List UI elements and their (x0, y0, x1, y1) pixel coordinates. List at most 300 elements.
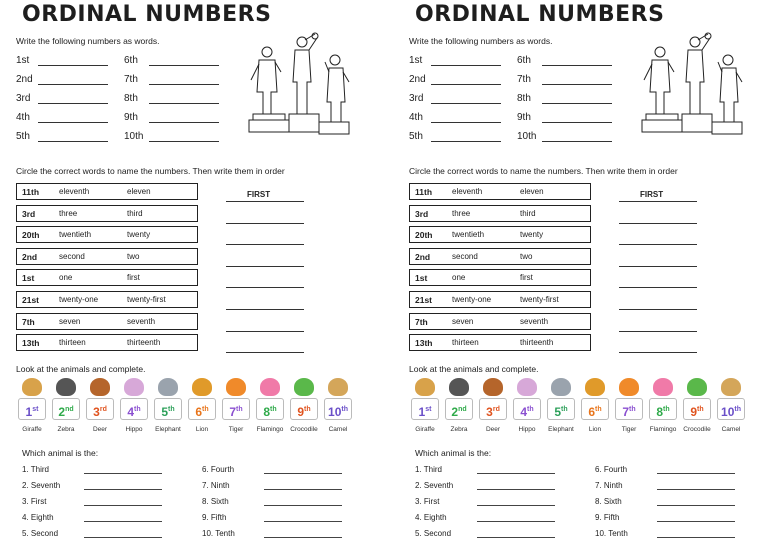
ordinal-line-left (16, 131, 30, 142)
choice-a: three (452, 208, 471, 218)
choice-a: thirteen (452, 338, 479, 348)
animal-card (288, 378, 320, 440)
ordinal-label: 4th (409, 112, 423, 123)
animal-head-icon (721, 378, 741, 396)
ordinal-label: 9th (517, 112, 531, 123)
answer-line (542, 65, 612, 66)
animal-card (254, 378, 286, 440)
answer-line (38, 84, 108, 85)
answer-line (431, 84, 501, 85)
worksheet-title-left: ORDINAL NUMBERS (22, 2, 272, 27)
ordinal-num: 7 (622, 405, 630, 419)
answer-line (264, 473, 342, 474)
animal-name: Flamingo (649, 426, 677, 433)
answer-line (477, 521, 555, 522)
answer-line (657, 505, 735, 506)
ordinal-num: 9 (690, 405, 698, 419)
animal-name: Crocodile (683, 426, 711, 433)
question-label: 8. Sixth (202, 497, 229, 506)
answer-line (477, 505, 555, 506)
ordinal-suffix: nd (65, 406, 74, 413)
question-line-right (595, 529, 628, 538)
choice-a: eleventh (59, 187, 90, 196)
order-header-right: FIRST (640, 190, 664, 199)
order-line (226, 287, 304, 288)
ordinal-label: 2nd (16, 74, 33, 85)
ordinal-suffix: th (304, 406, 311, 413)
instruction-circle-words-right: Circle the correct words to name the numbers. Then write them in order (409, 166, 678, 176)
instruction-write-words-left: Write the following numbers as words. (16, 36, 160, 46)
worksheet-right (393, 0, 768, 544)
row-number: 13th (415, 338, 433, 349)
animal-card (186, 378, 218, 440)
order-header-left: FIRST (247, 190, 271, 199)
answer-line (38, 122, 108, 123)
question-label: 8. Sixth (595, 497, 622, 506)
ordinal-box (154, 398, 182, 420)
question-line-left (22, 529, 58, 538)
animal-name: Elephant (155, 426, 181, 433)
animal-head-icon (90, 378, 110, 396)
instruction-which-animal-left: Which animal is the: (22, 448, 99, 458)
table-row (16, 183, 198, 200)
order-line (619, 309, 697, 310)
table-row (409, 183, 591, 200)
row-number: 21st (22, 295, 40, 305)
order-line (619, 201, 697, 202)
question-label: 5. Second (415, 529, 452, 538)
ordinal-suffix: th (202, 406, 209, 413)
ordinal-label: 7th (124, 74, 138, 85)
animal-card (322, 378, 354, 440)
ordinal-label: 6th (517, 55, 531, 66)
row-number: 20th (22, 230, 40, 241)
ordinal-label: 7th (517, 74, 531, 85)
question-line-left (22, 513, 54, 522)
order-line (619, 266, 697, 267)
row-number: 3rd (415, 208, 429, 219)
ordinal-num: 3 (486, 405, 493, 419)
answer-line (431, 103, 501, 104)
answer-line (149, 103, 219, 104)
choice-a: twentieth (452, 230, 485, 240)
question-line-left (202, 529, 235, 538)
ordinal-num: 1 (418, 405, 426, 419)
table-row (16, 291, 198, 308)
ordinal-box (547, 398, 575, 420)
ordinal-num: 6 (195, 405, 203, 419)
question-label: 6. Fourth (202, 465, 235, 474)
order-line (226, 352, 304, 353)
animal-name: Lion (588, 426, 602, 433)
animal-card (511, 378, 543, 440)
ordinal-num: 1 (25, 405, 33, 419)
choice-b: third (520, 208, 536, 218)
animal-card (409, 378, 441, 440)
question-line-right (415, 497, 439, 506)
choice-b: twenty-first (127, 295, 166, 304)
ordinal-line-left (16, 55, 29, 66)
ordinal-label: 10th (517, 131, 537, 142)
ordinal-box (683, 398, 711, 420)
animal-name: Giraffe (415, 426, 435, 433)
ordinal-num: 2 (58, 405, 66, 419)
ordinal-box (188, 398, 216, 420)
choice-a: twentieth (59, 230, 92, 240)
question-line-left (202, 481, 230, 490)
choice-a: twenty-one (59, 295, 99, 304)
question-label: 1. Third (22, 465, 49, 474)
ordinal-line-left (124, 112, 138, 123)
answer-line (84, 537, 162, 538)
animal-head-icon (415, 378, 435, 396)
animal-head-icon (687, 378, 707, 396)
ordinal-num: 8 (263, 405, 271, 419)
animal-head-icon (56, 378, 76, 396)
ordinal-line-right (409, 112, 423, 123)
animal-name: Camel (721, 426, 741, 433)
ordinal-label: 4th (16, 112, 30, 123)
choice-b: thirteenth (127, 338, 161, 348)
ordinal-num: 2 (451, 405, 459, 419)
question-line-right (415, 529, 451, 538)
table-row (16, 269, 198, 286)
choice-a: one (59, 273, 73, 283)
order-line (619, 331, 697, 332)
question-line-left (202, 465, 234, 474)
animal-name: Hippo (125, 426, 143, 433)
question-line-right (415, 465, 442, 474)
animal-cards-left (16, 378, 356, 440)
choice-b: eleven (520, 187, 544, 196)
question-label: 9. Fifth (202, 513, 227, 522)
ordinal-num: 5 (554, 405, 562, 419)
question-line-right (595, 497, 622, 506)
ordinal-suffix: st (32, 406, 39, 413)
table-row (16, 248, 198, 265)
animal-name: Deer (485, 426, 501, 433)
instruction-animals-right: Look at the animals and complete. (409, 364, 539, 374)
question-label: 1. Third (415, 465, 442, 474)
question-label: 2. Seventh (415, 481, 454, 490)
question-label: 6. Fourth (595, 465, 628, 474)
worksheet-title-right: ORDINAL NUMBERS (415, 2, 665, 27)
animal-head-icon (192, 378, 212, 396)
ordinal-label: 8th (517, 93, 531, 104)
row-number: 1st (22, 273, 35, 284)
question-label: 5. Second (22, 529, 59, 538)
ordinal-box (120, 398, 148, 420)
order-line (619, 244, 697, 245)
row-number: 1st (415, 273, 428, 284)
answer-line (149, 122, 219, 123)
row-number: 11th (22, 187, 40, 197)
row-number: 11th (415, 187, 433, 197)
table-row (409, 313, 591, 330)
order-line (226, 223, 304, 224)
ordinal-suffix: th (734, 406, 741, 413)
ordinal-box (717, 398, 745, 420)
animal-card (613, 378, 645, 440)
answer-line (542, 122, 612, 123)
ordinal-suffix: th (236, 406, 243, 413)
ordinal-label: 9th (124, 112, 138, 123)
animal-name: Zebra (57, 426, 75, 433)
ordinal-suffix: th (168, 406, 175, 413)
ordinal-box (411, 398, 439, 420)
ordinal-box (222, 398, 250, 420)
animal-head-icon (483, 378, 503, 396)
table-row (16, 205, 198, 222)
answer-line (657, 489, 735, 490)
animal-name: Zebra (450, 426, 468, 433)
row-number: 20th (415, 230, 433, 241)
animal-cards-right (409, 378, 749, 440)
table-row (409, 248, 591, 265)
animal-name: Flamingo (256, 426, 284, 433)
animal-name: Giraffe (22, 426, 42, 433)
ordinal-line-right (409, 55, 422, 66)
animal-card (16, 378, 48, 440)
choice-b: first (520, 273, 533, 283)
question-line-left (202, 497, 229, 506)
ordinal-num: 10 (721, 405, 735, 419)
ordinal-line-right (409, 131, 423, 142)
ordinal-num: 4 (127, 405, 135, 419)
answer-line (431, 65, 501, 66)
question-label: 2. Seventh (22, 481, 61, 490)
animal-head-icon (449, 378, 469, 396)
animal-name: Crocodile (290, 426, 318, 433)
ordinal-box (649, 398, 677, 420)
ordinal-line-left (16, 112, 30, 123)
answer-line (431, 122, 501, 123)
order-line (226, 244, 304, 245)
ordinal-line-left (124, 93, 138, 104)
choice-b: two (520, 251, 533, 261)
answer-line (149, 84, 219, 85)
animal-head-icon (585, 378, 605, 396)
table-row (409, 269, 591, 286)
answer-line (84, 489, 162, 490)
question-line-right (595, 513, 619, 522)
ordinal-box (256, 398, 284, 420)
choice-a: one (452, 273, 466, 283)
ordinal-label: 5th (409, 131, 423, 142)
question-label: 4. Eighth (22, 513, 54, 522)
ordinal-label: 3rd (16, 93, 31, 104)
question-label: 3. First (415, 497, 440, 506)
question-label: 4. Eighth (415, 513, 447, 522)
answer-line (38, 141, 108, 142)
animal-card (118, 378, 150, 440)
row-number: 3rd (22, 208, 36, 219)
choice-b: seventh (127, 316, 156, 326)
ordinal-suffix: rd (492, 406, 500, 413)
question-line-left (22, 465, 49, 474)
choice-b: third (127, 208, 143, 218)
row-number: 2nd (415, 251, 431, 262)
animal-name: Lion (195, 426, 209, 433)
ordinal-label: 2nd (409, 74, 426, 85)
table-row (409, 334, 591, 351)
choice-a: second (59, 251, 85, 261)
row-number: 21st (415, 295, 433, 305)
ordinal-line-right (517, 131, 536, 142)
animal-card (681, 378, 713, 440)
ordinal-box (324, 398, 352, 420)
order-line (226, 266, 304, 267)
ordinal-suffix: th (134, 406, 141, 413)
choice-a: seven (452, 316, 474, 326)
ordinal-box (52, 398, 80, 420)
answer-line (38, 65, 108, 66)
answer-line (84, 521, 162, 522)
question-label: 10. Tenth (595, 529, 628, 538)
instruction-write-words-right: Write the following numbers as words. (409, 36, 553, 46)
row-number: 13th (22, 338, 40, 349)
order-line (619, 287, 697, 288)
table-row (409, 226, 591, 243)
question-line-left (202, 513, 226, 522)
table-row (16, 334, 198, 351)
ordinal-box (445, 398, 473, 420)
answer-line (149, 65, 219, 66)
ordinal-suffix: nd (458, 406, 467, 413)
instruction-which-animal-right: Which animal is the: (415, 448, 492, 458)
choice-b: two (127, 251, 140, 261)
animal-card (50, 378, 82, 440)
answer-line (264, 537, 342, 538)
ordinal-line-left (16, 93, 30, 104)
ordinal-line-left (16, 74, 33, 85)
order-line (619, 223, 697, 224)
order-line (226, 309, 304, 310)
ordinal-box (581, 398, 609, 420)
podium-illustration-right (638, 32, 750, 140)
answer-line (84, 505, 162, 506)
animal-card (477, 378, 509, 440)
ordinal-num: 9 (297, 405, 305, 419)
choice-b: seventh (520, 316, 549, 326)
question-label: 7. Ninth (595, 481, 623, 490)
choice-b: eleven (127, 187, 151, 196)
ordinal-suffix: th (663, 406, 670, 413)
answer-line (38, 103, 108, 104)
ordinal-box (18, 398, 46, 420)
question-line-right (415, 481, 453, 490)
ordinal-num: 6 (588, 405, 596, 419)
animal-head-icon (226, 378, 246, 396)
ordinal-num: 8 (656, 405, 664, 419)
animal-head-icon (653, 378, 673, 396)
answer-line (657, 473, 735, 474)
ordinal-line-right (517, 112, 531, 123)
ordinal-label: 3rd (409, 93, 424, 104)
choice-b: twenty-first (520, 295, 559, 304)
ordinal-line-left (124, 131, 143, 142)
animal-card (84, 378, 116, 440)
question-line-right (595, 465, 627, 474)
ordinal-line-right (517, 55, 531, 66)
animal-head-icon (551, 378, 571, 396)
ordinal-label: 10th (124, 131, 144, 142)
ordinal-num: 5 (161, 405, 169, 419)
ordinal-num: 7 (229, 405, 237, 419)
ordinal-line-left (124, 74, 138, 85)
choice-a: eleventh (452, 187, 483, 196)
question-label: 10. Tenth (202, 529, 235, 538)
animal-head-icon (158, 378, 178, 396)
podium-illustration-left (245, 32, 357, 140)
answer-line (542, 141, 612, 142)
ordinal-label: 1st (409, 55, 423, 66)
ordinal-suffix: th (561, 406, 568, 413)
animal-head-icon (328, 378, 348, 396)
ordinal-line-right (409, 74, 426, 85)
answer-line (431, 141, 501, 142)
animal-head-icon (22, 378, 42, 396)
choice-b: twenty (520, 230, 544, 240)
animal-card (579, 378, 611, 440)
choice-a: three (59, 208, 78, 218)
ordinal-suffix: th (270, 406, 277, 413)
table-row (16, 313, 198, 330)
animal-head-icon (517, 378, 537, 396)
choice-b: first (127, 273, 140, 283)
choice-b: twenty (127, 230, 151, 240)
table-row (16, 226, 198, 243)
animal-name: Tiger (621, 426, 637, 433)
question-line-right (595, 481, 623, 490)
animal-card (715, 378, 747, 440)
ordinal-box (479, 398, 507, 420)
row-number: 7th (22, 316, 35, 327)
row-number: 2nd (22, 251, 38, 262)
ordinal-suffix: th (697, 406, 704, 413)
animal-head-icon (260, 378, 280, 396)
answer-line (264, 489, 342, 490)
question-label: 9. Fifth (595, 513, 620, 522)
ordinal-label: 6th (124, 55, 138, 66)
animal-card (220, 378, 252, 440)
choice-a: second (452, 251, 478, 261)
ordinal-box (513, 398, 541, 420)
answer-line (84, 473, 162, 474)
ordinal-box (290, 398, 318, 420)
animal-card (152, 378, 184, 440)
answer-line (657, 537, 735, 538)
ordinal-line-right (409, 93, 423, 104)
animal-head-icon (294, 378, 314, 396)
choice-a: twenty-one (452, 295, 492, 304)
answer-line (657, 521, 735, 522)
animal-name: Elephant (548, 426, 574, 433)
animal-name: Camel (328, 426, 348, 433)
choice-a: seven (59, 316, 81, 326)
answer-line (477, 537, 555, 538)
answer-line (264, 521, 342, 522)
ordinal-label: 8th (124, 93, 138, 104)
ordinal-num: 4 (520, 405, 528, 419)
ordinal-suffix: rd (99, 406, 107, 413)
instruction-animals-left: Look at the animals and complete. (16, 364, 146, 374)
answer-line (477, 489, 555, 490)
order-line (226, 201, 304, 202)
question-line-left (22, 481, 60, 490)
choice-a: thirteen (59, 338, 86, 348)
animal-name: Deer (92, 426, 108, 433)
